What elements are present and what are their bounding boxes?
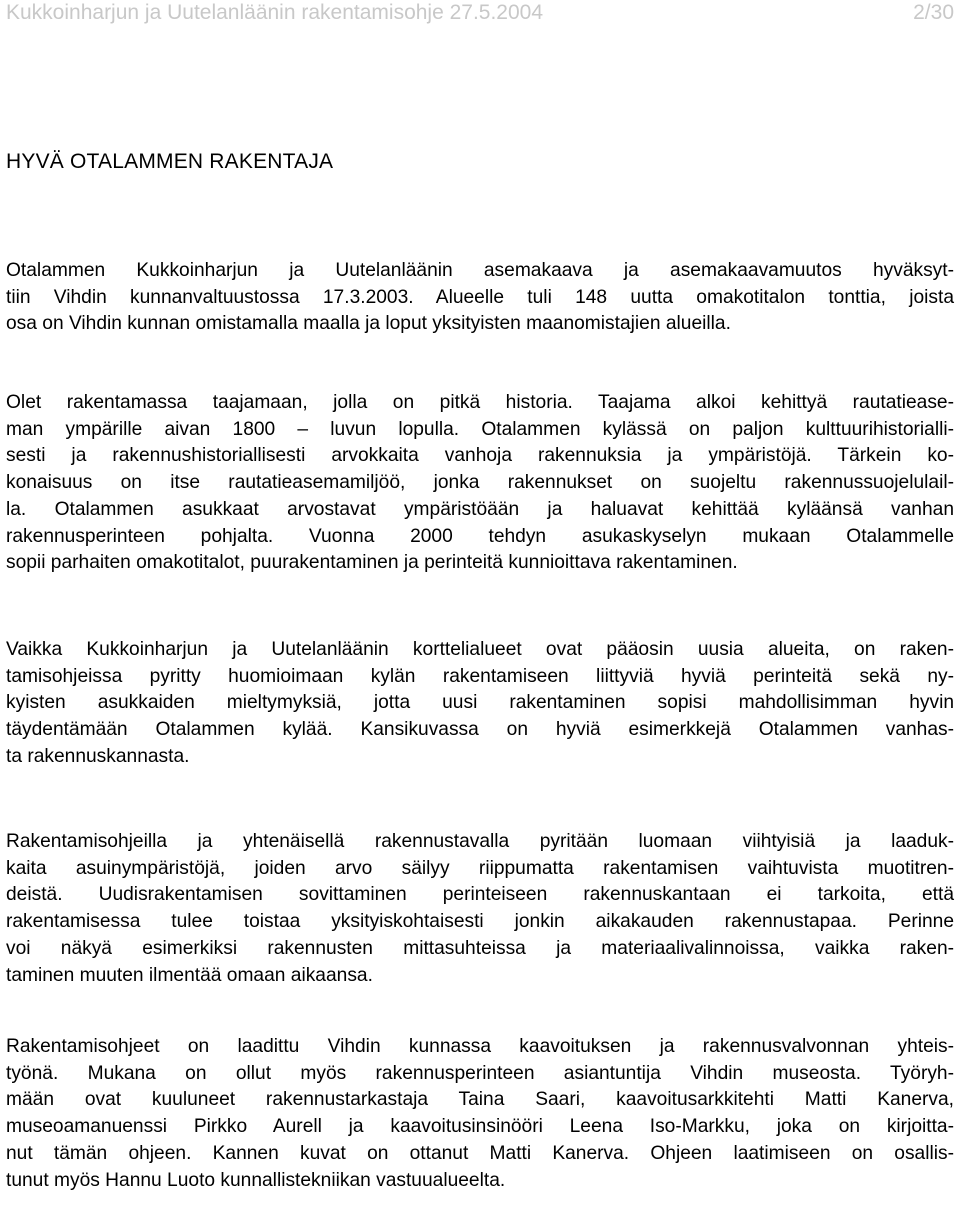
text-line: rakentamisessa tulee toistaa yksityiskohtaisesti jonkin aikakauden rakennustapaa. Perinne [6,911,954,933]
text-line: Vaikka Kukkoinharjun ja Uutelanläänin korttelialueet ovat pääosin uusia alueita, on raken- [6,639,954,660]
text-line: ta rakennuskannasta. [6,745,190,767]
text-line: museoamanuenssi Pirkko Aurell ja kaavoitusinsinööri Leena Iso-Markku, joka on kirjoitta- [6,1116,954,1138]
text-line: voi näkyä esimerkiksi rakennusten mittasuhteissa ja materiaalivalinnoissa, vaikka raken- [6,937,954,959]
paragraph-1 [6,258,954,338]
text-line: sesti ja rakennushistoriallisesti arvokkaita vanhoja rakennuksia ja ympäristöjä. Tärkein ko- [6,445,954,467]
text-line: työnä. Mukana on ollut myös rakennusperinteen asiantuntija Vihdin museosta. Työryh- [6,1062,954,1084]
document-title: Kukkoinharjun ja Uutelanläänin rakentamisohje 27.5.2004 [6,1,544,24]
text-line: täydentämään Otalammen kylää. Kansikuvassa on hyviä esimerkkejä Otalammen vanhas- [6,719,954,741]
text-line: tunut myös Hannu Luoto kunnallistekniikan vastuualueelta. [6,1169,506,1191]
page-header [6,0,954,30]
paragraph-3 [6,637,954,771]
text-line: man ympärille aivan 1800 – luvun lopulla. Otalammen kylässä on paljon kulttuurihistorialli- [6,418,954,440]
text-line: tiin Vihdin kunnanvaltuustossa 17.3.2003. Alueelle tuli 148 uutta omakotitalon tonttia, joista [6,286,954,308]
page-heading: HYVÄ OTALAMMEN RAKENTAJA [6,150,334,173]
page-number: 2/30 [913,1,954,24]
text-line: Otalammen Kukkoinharjun ja Uutelanläänin asemakaava ja asemakaavamuutos hyväksyt- [6,260,954,281]
text-line: nut tämän ohjeen. Kannen kuvat on ottanut Matti Kanerva. Ohjeen laatimiseen on osallis- [6,1142,954,1164]
text-line: konaisuus on itse rautatieasemamiljöö, jonka rakennukset on suojeltu rakennussuojelulail- [6,472,954,494]
text-line: Rakentamisohjeet on laadittu Vihdin kunnassa kaavoituksen ja rakennusvalvonnan yhteis- [6,1036,954,1057]
text-line: deistä. Uudisrakentamisen sovittaminen perinteiseen rakennuskantaan ei tarkoita, että [6,884,954,906]
text-line: Olet rakentamassa taajamaan, jolla on pitkä historia. Taajama alkoi kehittyä rautatiease- [6,392,954,413]
text-line: mään ovat kuuluneet rakennustarkastaja Taina Saari, kaavoitusarkkitehti Matti Kanerva, [6,1089,954,1111]
text-line: taminen muuten ilmentää omaan aikaansa. [6,964,373,986]
text-line: sopii parhaiten omakotitalot, puurakentaminen ja perinteitä kunnioittava rakentaminen. [6,552,738,574]
text-line: kaita asuinympäristöjä, joiden arvo säilyy riippumatta rakentamisen vaihtuvista muotitren- [6,857,954,879]
paragraph-2 [6,390,954,577]
text-line: tamisohjeissa pyritty huomioimaan kylän rakentamiseen liittyviä hyviä perinteitä sekä ny- [6,665,954,687]
text-line: osa on Vihdin kunnan omistamalla maalla ja loput yksityisten maanomistajien alueilla. [6,313,731,335]
paragraph-5 [6,1034,954,1194]
text-line: la. Otalammen asukkaat arvostavat ympäristöään ja haluavat kehittää kyläänsä vanhan [6,498,954,520]
text-line: kyisten asukkaiden mieltymyksiä, jotta uusi rakentaminen sopisi mahdollisimman hyvin [6,692,954,714]
text-line: Rakentamisohjeilla ja yhtenäisellä rakennustavalla pyritään luomaan viihtyisiä ja laaduk- [6,831,954,852]
text-line: rakennusperinteen pohjalta. Vuonna 2000 tehdyn asukaskyselyn mukaan Otalammelle [6,525,954,547]
paragraph-4 [6,829,954,989]
